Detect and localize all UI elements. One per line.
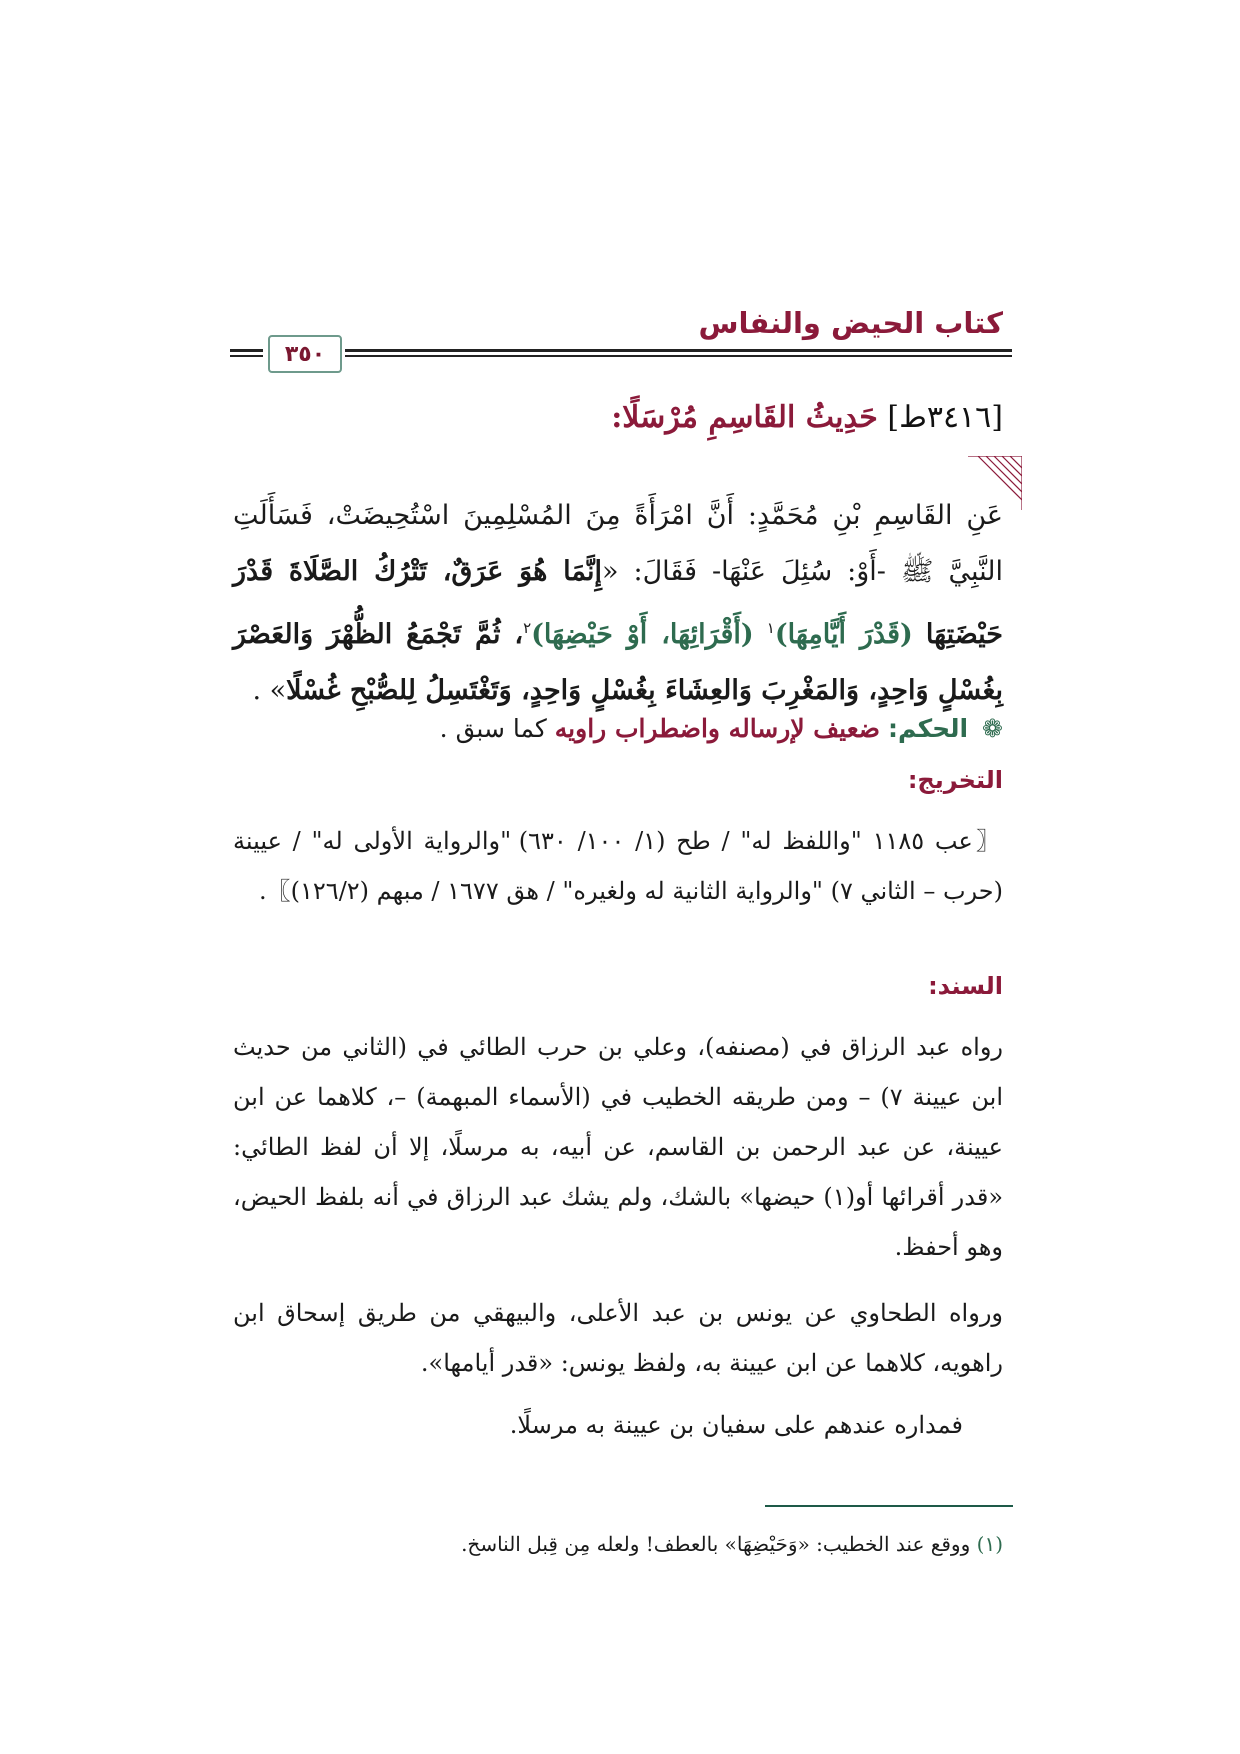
footnote	[233, 1532, 1003, 1556]
flower-ornament-icon: ❁	[982, 714, 1003, 743]
hadith-text-end: » .	[252, 675, 287, 706]
takhrij-heading: التخريج:	[907, 766, 1003, 794]
footnote-number: (١)	[976, 1532, 1003, 1556]
hadith-heading	[611, 400, 1003, 435]
hadith-text-bold: ، ثُمَّ تَجْمَعُ الظُّهْرَ وَالعَصْرَ بِغُسْلٍ وَاحِدٍ، وَالمَغْرِبَ وَالعِشَاءَ بِغُسْلٍ وَاحِدٍ، وَتَغْتَسِلُ لِلصُّبْحِ غُسْلًا	[233, 619, 1003, 706]
hadith-title: حَدِيثُ القَاسِمِ مُرْسَلًا:	[611, 400, 878, 435]
ruling-label: الحكم:	[887, 714, 969, 743]
sanad-paragraph-3	[233, 1400, 1003, 1450]
footnote-marker: ١	[766, 619, 775, 637]
book-title: كتاب الحيض والنفاس	[698, 306, 1003, 340]
header-rule	[345, 349, 1012, 352]
footnote-text: ووقع عند الخطيب: «وَحَيْضِهَا» بالعطف! ولعله مِن قِبل الناسخ.	[461, 1532, 971, 1556]
sanad-heading: السند:	[928, 972, 1003, 1000]
sanad-paragraph-2: ورواه الطحاوي عن يونس بن عبد الأعلى، والبيهقي من طريق إسحاق ابن راهويه، كلاهما عن ابن عيينة به، ولفظ يونس: «قدر أيامها».	[233, 1299, 1003, 1377]
header-rule	[345, 355, 1012, 357]
ruling	[233, 714, 1003, 743]
hadith-text-intro: عَنِ القَاسِمِ بْنِ مُحَمَّدٍ: أَنَّ امْرَأَةً مِنَ المُسْلِمِينَ اسْتُحِيضَتْ، فَسَأَلَتِ النَّبِيَّ ﷺ -أَوْ: سُئِلَ عَنْهَا- فَقَالَ: «	[233, 500, 1003, 587]
ruling-verdict: ضعيف لإرساله واضطراب راويه	[554, 714, 881, 743]
variant-reading: (أَقْرَائِهَا، أَوْ حَيْضِهَا)	[531, 619, 754, 650]
footnote-marker: ٢	[523, 619, 532, 637]
page-number: ٣٥٠	[268, 335, 342, 373]
hadith-text	[233, 488, 1003, 719]
header-rule	[230, 349, 263, 352]
variant-reading: (قَدْرَ أَيَّامِهَا)	[774, 619, 913, 650]
footnote-rule	[765, 1505, 1013, 1507]
header-rule	[230, 355, 263, 357]
sanad-paragraph-3-text: فمداره عندهم على سفيان بن عيينة به مرسلًا.	[509, 1411, 963, 1439]
ruling-rest: كما سبق .	[439, 714, 547, 743]
sanad-paragraph-1: رواه عبد الرزاق في (مصنفه)، وعلي بن حرب الطائي في (الثاني من حديث ابن عيينة ٧) – ومن طريقه الخطيب في (الأسماء المبهمة) –، كلاهما عن ابن عيينة، عن عبد الرحمن بن القاسم، عن أبيه، به مرسلًا، إلا أن لفظ الطائي: «قدر أقرائها أو(١) حيضها» بالشك، ولم يشك عبد الرزاق في أنه بلفظ الحيض، وهو أحفظ.	[233, 1033, 1004, 1261]
takhrij-text: 〖عب ١١٨٥ "واللفظ له" / طح (١/ ١٠٠/ ٦٣٠) "والرواية الأولى له" / عيينة (حرب – الثاني ٧) "والرواية الثانية له ولغيره" / هق ١٦٧٧ / مبهم (١٢٦/٢)〗.	[233, 827, 1004, 905]
hadith-text-bold: إِنَّمَا هُوَ عَرَقٌ، تَتْرُكُ الصَّلَاةَ قَدْرَ حَيْضَتِهَا	[233, 556, 1003, 650]
hadith-code: [٣٤١٦ط]	[887, 400, 1003, 435]
